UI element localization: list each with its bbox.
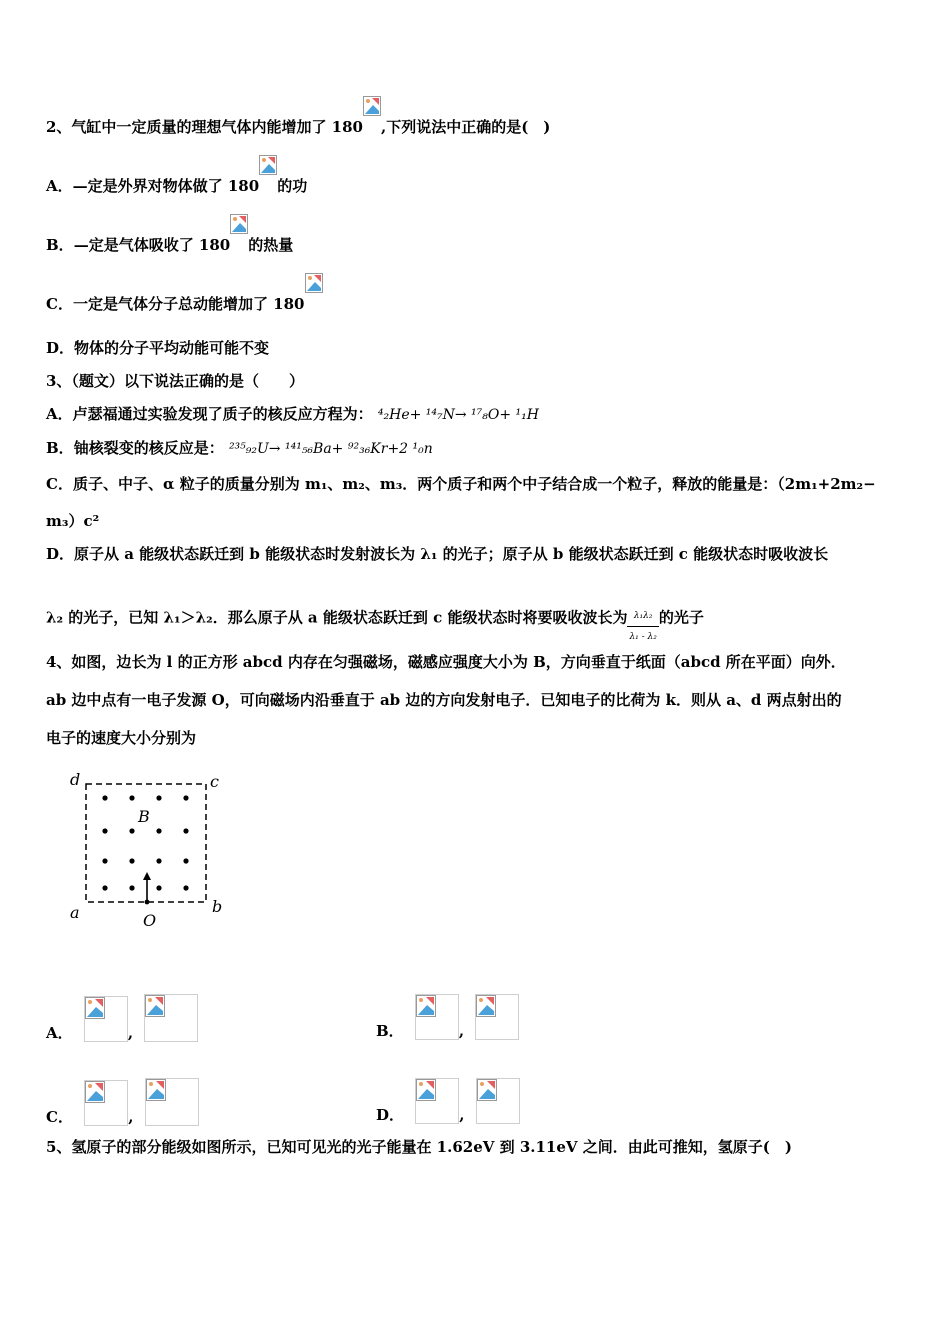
q4-option-c: C． , <box>46 1078 199 1127</box>
label-d: d <box>70 770 81 789</box>
q3-stem: 3、（题文）以下说法正确的是（ ） <box>46 372 304 390</box>
q4-stem-line1: 4、如图，边长为 l 的正方形 abcd 内存在匀强磁场，磁感应强度大小为 B，方向垂直于纸面（abcd 所在平面）向外． <box>46 653 846 671</box>
broken-image-icon <box>259 173 277 193</box>
broken-image-icon <box>476 1078 520 1124</box>
q2-option-b: B．—定是气体吸收了 180 的热量 <box>46 232 293 255</box>
label-b: b <box>212 897 223 916</box>
q4-stem-line3: 电子的速度大小分别为 <box>46 729 197 747</box>
q4-option-d: D． , <box>376 1078 520 1125</box>
wavelength-fraction: $\frac{\text{λ₁λ₂}}{\text{λ₁ - λ₂}}$ <box>627 606 658 647</box>
broken-image-icon <box>230 232 248 252</box>
q4-stem-line2: ab 边中点有一电子发源 O，可向磁场内沿垂直于 ab 边的方向发射电子．已知电子的比荷为 k．则从 a、d 两点射出的 <box>46 691 842 709</box>
broken-image-icon <box>84 996 128 1042</box>
q2-stem: 2、气缸中一定质量的理想气体内能增加了 180 ,下列说法中正确的是( ) <box>46 114 550 137</box>
broken-image-icon <box>144 994 198 1042</box>
q3-option-c-line1: C．质子、中子、α 粒子的质量分别为 m₁、m₂、m₃．两个质子和两个中子结合成一个粒子，释放的能量是：（2m₁+2m₂− <box>46 475 876 493</box>
q3-option-b: B．铀核裂变的核反应是： ²³⁵₉₂U→ ¹⁴¹₅₆Ba+ ⁹²₃₆Kr+2 ¹₀n <box>46 439 433 457</box>
source-O <box>145 900 150 905</box>
broken-image-icon <box>415 1078 459 1124</box>
label-c: c <box>210 772 219 791</box>
label-O: O <box>143 911 157 930</box>
broken-image-icon <box>84 1080 128 1126</box>
q2-option-a: A．—定是外界对物体做了 180 的功 <box>46 173 307 196</box>
q4-option-a: A． , <box>46 994 198 1043</box>
q3-option-d-line2: λ₂ 的光子，已知 λ₁＞λ₂．那么原子从 a 能级状态跃迁到 c 能级状态时将要吸收波长为 $\frac{\text{λ₁λ₂}}{\text{λ₁ - λ₂}}$ 的光子 <box>46 598 704 639</box>
label-a: a <box>70 903 80 922</box>
q3-option-c-line2: m₃）c² <box>46 512 100 530</box>
broken-image-icon <box>305 291 323 311</box>
q3-option-d-line1: D．原子从 a 能级状态跃迁到 b 能级状态时发射波长为 λ₁ 的光子；原子从 b 能级状态跃迁到 c 能级状态时吸收波长 <box>46 545 829 563</box>
broken-image-icon <box>415 994 459 1040</box>
broken-image-icon <box>145 1078 199 1126</box>
nuclear-equation-a: ⁴₂He+ ¹⁴₇N→ ¹⁷₈O+ ¹₁H <box>377 407 539 423</box>
broken-image-icon <box>475 994 519 1040</box>
q5-stem: 5、氢原子的部分能级如图所示，已知可见光的光子能量在 1.62eV 到 3.11eV 之间．由此可推知，氢原子( ) <box>46 1138 792 1156</box>
q2-option-d: D．物体的分子平均动能可能不变 <box>46 339 270 357</box>
nuclear-equation-b: ²³⁵₉₂U→ ¹⁴¹₅₆Ba+ ⁹²₃₆Kr+2 ¹₀n <box>228 441 433 457</box>
q2-option-c: C．一定是气体分子总动能增加了 180 <box>46 291 323 314</box>
broken-image-icon <box>363 114 381 134</box>
square-region-abcd <box>86 784 206 902</box>
magnetic-field-figure <box>64 768 244 937</box>
label-B: B <box>138 807 150 826</box>
q4-option-b: B． , <box>376 994 519 1041</box>
q3-option-a: A．卢瑟福通过实验发现了质子的核反应方程为： ⁴₂He+ ¹⁴₇N→ ¹⁷₈O+ ¹₁H <box>46 405 539 423</box>
